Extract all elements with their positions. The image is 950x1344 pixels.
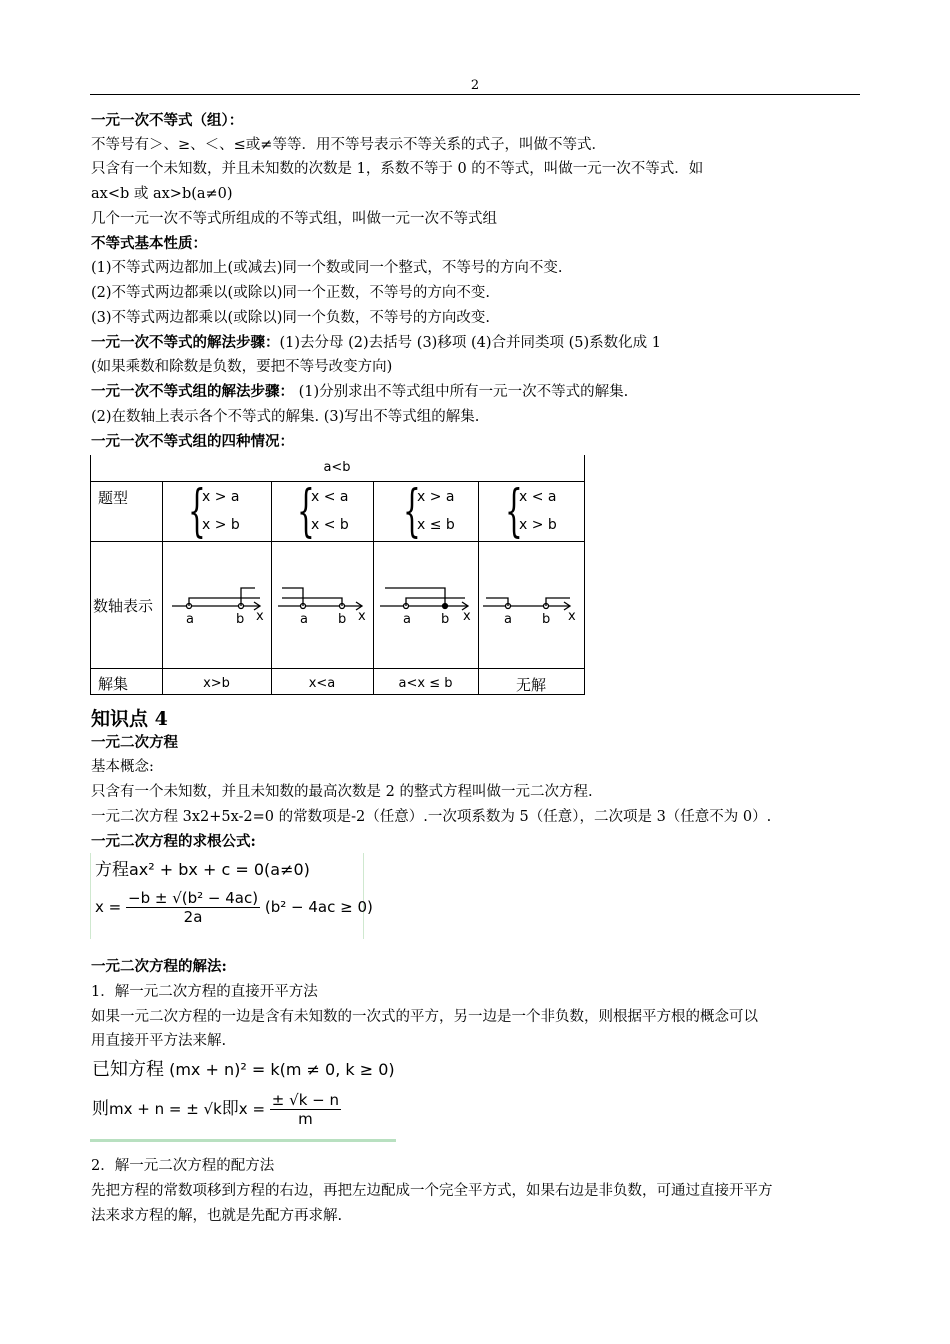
sys-steps-heading: 一元一次不等式组的解法步骤：: [91, 383, 294, 400]
property-3: (3)不等式两边都乘以(或除以)同一个负数，不等号的方向改变.: [91, 310, 490, 326]
axis-label-a: a: [186, 612, 194, 627]
text-line: 只含有一个未知数，并且未知数的次数是 1，系数不等于 0 的不等式，叫做一元一次不等式．如: [91, 161, 704, 177]
text-line: 几个一元一次不等式所组成的不等式组，叫做一元一次不等式组: [91, 211, 497, 227]
axis-label-a: a: [504, 612, 512, 627]
props-heading: 不等式基本性质：: [91, 235, 207, 252]
text-line: 不等号有＞、≥、＜、≤或≠等等．用不等号表示不等关系的式子，叫做不等式．: [91, 137, 606, 153]
sys-steps-text-2: (2)在数轴上表示各个不等式的解集. (3)写出不等式组的解集.: [91, 409, 480, 425]
method1-text-1: 如果一元二次方程的一边是含有未知数的一次式的平方，另一边是一个非负数，则根据平方根的概念可以: [91, 1009, 758, 1025]
row-title-axis: 数轴表示: [93, 597, 154, 615]
section-heading-inequality: 一元一次不等式（组）：: [91, 112, 244, 129]
row-title-type: 题型: [98, 489, 129, 507]
axis-label-b: b: [338, 612, 347, 627]
quadratic-formula: 方程ax² + bx + c = 0(a≠0) x = $\frac{\text{−b ± √(b² − 4ac)}}{2a}$ (b² − 4ac ≥ 0): [90, 853, 364, 939]
page-number: 2: [470, 78, 480, 93]
example-line: 一元二次方程 3x2+5x-2=0 的常数项是-2（任意）.一次项系数为 5（任意），二次项是 3（任意不为 0）.: [91, 809, 772, 825]
method2-title: 2．解一元二次方程的配方法: [91, 1158, 275, 1174]
axis-label-b: b: [542, 612, 551, 627]
property-2: (2)不等式两边都乘以(或除以)同一个正数，不等号的方向不变.: [91, 285, 490, 301]
formula-heading: 一元二次方程的求根公式:: [91, 833, 256, 850]
axis-label-x: x: [463, 609, 471, 624]
axis-label-b: b: [236, 612, 245, 627]
system-4: x < a x > b: [519, 489, 557, 533]
brace-icon: {: [297, 478, 315, 544]
section-heading-knowledge-4: 知识点 4: [91, 708, 168, 730]
inequality-cases-table: [90, 455, 585, 695]
axis-label-x: x: [568, 609, 576, 624]
square-root-method-formula: 已知方程 (mx + n)² = k(m ≠ 0, k ≥ 0) 则mx + n = ± √k即x = $\frac{\pm √k - n}{m}$: [90, 1053, 396, 1142]
text-line: ax<b 或 ax>b(a≠0): [91, 186, 233, 202]
definition-line: 只含有一个未知数，并且未知数的最高次数是 2 的整式方程叫做一元二次方程.: [91, 784, 593, 800]
number-line-diagrams: [90, 455, 585, 695]
header-rule: [90, 94, 860, 95]
system-1: x > a x > b: [202, 489, 240, 533]
solution-4: 无解: [515, 676, 546, 694]
sys-steps-text: (1)分别求出不等式组中所有一元一次不等式的解集.: [294, 384, 629, 400]
steps-text: (1)去分母 (2)去括号 (3)移项 (4)合并同类项 (5)系数化成 1: [279, 335, 661, 351]
method2-text-1: 先把方程的常数项移到方程的右边，再把左边配成一个完全平方式，如果右边是非负数，可通过直接开平方: [91, 1183, 773, 1199]
basic-concept-label: 基本概念:: [91, 759, 154, 775]
system-3: x > a x ≤ b: [417, 489, 455, 533]
solution-2: x<a: [308, 676, 336, 691]
brace-icon: {: [188, 478, 206, 544]
brace-icon: {: [403, 478, 421, 544]
system-2: x < a x < b: [311, 489, 349, 533]
axis-label-x: x: [358, 609, 366, 624]
steps-note: (如果乘数和除数是负数，要把不等号改变方向): [91, 359, 393, 375]
steps-line: [91, 332, 661, 354]
four-cases-heading: 一元一次不等式组的四种情况：: [91, 433, 294, 450]
brace-icon: {: [505, 478, 523, 544]
method2-text-2: 法来求方程的解，也就是先配方再求解.: [91, 1208, 343, 1224]
axis-label-x: x: [256, 609, 264, 624]
method1-text-2: 用直接开平方法来解.: [91, 1033, 227, 1049]
axis-label-a: a: [300, 612, 308, 627]
methods-heading: 一元二次方程的解法:: [91, 958, 227, 975]
axis-label-a: a: [403, 612, 411, 627]
row-title-solution: 解集: [98, 675, 129, 693]
solution-3: a<x ≤ b: [398, 676, 453, 691]
solution-1: x>b: [203, 676, 230, 691]
table-top-label: a<b: [323, 460, 351, 475]
method1-title: 1．解一元二次方程的直接开平方法: [91, 984, 318, 1000]
property-1: (1)不等式两边都加上(或减去)同一个数或同一个整式，不等号的方向不变.: [91, 260, 563, 276]
axis-label-b: b: [441, 612, 450, 627]
sub-heading-quadratic: 一元二次方程: [91, 734, 178, 751]
steps-heading: 一元一次不等式的解法步骤：: [91, 334, 280, 351]
sys-steps-line: [91, 381, 628, 403]
